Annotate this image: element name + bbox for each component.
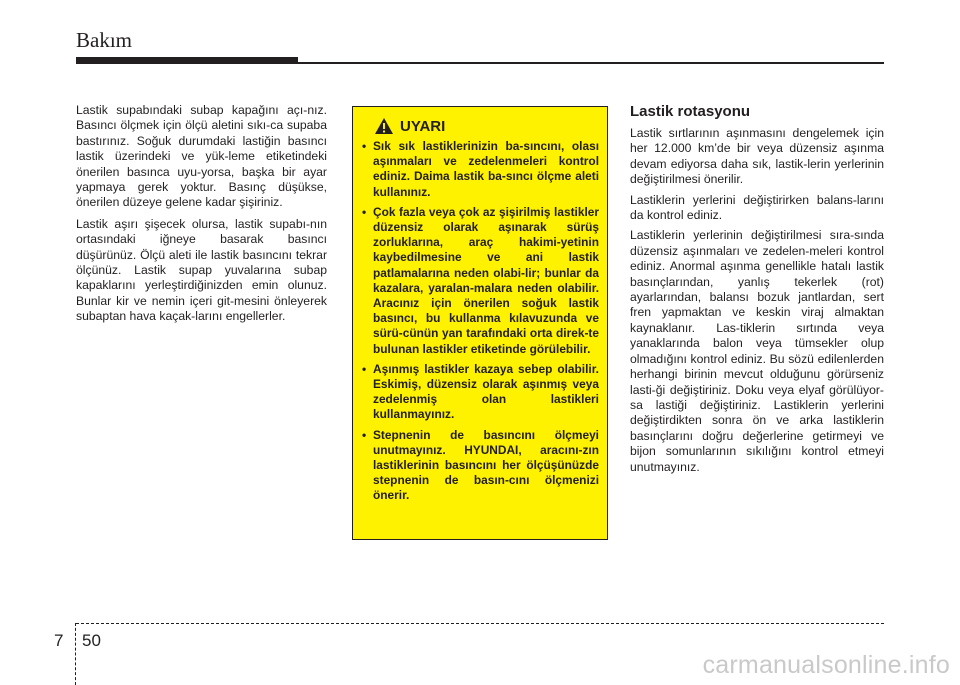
warning-item: • Aşınmış lastikler kazaya sebep olabilir. Eskimiş, düzensiz olarak aşınmış veya zedelenmiş olan lastikleri kullanmayınız. xyxy=(362,362,599,423)
page-number: 50 xyxy=(82,631,101,650)
header-rule-thick xyxy=(76,57,298,64)
left-paragraph: Lastik supabındaki subap kapağını açı-nız. Basıncı ölçmek için ölçü aletini sıkı-ca supaba bastırınız. Soğuk durumdaki lastiğin basıncı lastik üzerindeki ve yük-leme etiketindeki önerilen basınca uyu-yorsa, başka bir ayar yapmaya gerek yoktur. Basınç düşükse, önerilen düzeye gelene kadar şişiriniz. xyxy=(76,103,327,210)
warning-title: UYARI xyxy=(400,117,446,135)
warning-box xyxy=(352,106,608,540)
right-paragraph: Lastik sırtlarının aşınmasını dengelemek için her 12.000 km’de bir veya düzensiz aşınma devam ediyorsa daha sık, lastik-lerin yerlerinin değiştirilmesi önerilir. xyxy=(630,126,884,187)
warning-list xyxy=(362,139,599,504)
right-paragraph: Lastiklerin yerlerinin değiştirilmesi sıra-sında düzensiz aşınmaları ve zedelen-meleri kontrol ediniz. Anormal aşınma genellikle hatalı lastik basınçlarından, yanlış tekerlek (rot) ayarlarından, balansı bozuk jantlardan, sert fren yapmaktan ve keskin viraj almaktan kaynaklanır. Las-tiklerin sırtında veya yanaklarında balon veya tümsekler olup olmadığını kontrol ediniz. Bu sözü edilenlerden herhangi birinin mevcut olduğunu görürseniz lasti-ği değiştiriniz. Doku veya elyaf görülüyor-sa lastiği değiştiriniz. Lastiklerin yerlerini değiştirdikten sonra ön ve arka lastiklerin basınçlarını doğru değerlerine getirmeyi ve bijon somunlarının sıkılığını kontrol etmeyi unutmayınız. xyxy=(630,228,884,474)
footer-rule xyxy=(76,623,884,624)
warning-item: • Sık sık lastiklerinizin ba-sıncını, olası aşınmaları ve zedelenmeleri kontrol ediniz. Daima lastik ba-sıncı ölçme aleti kullanınız. xyxy=(362,139,599,200)
left-paragraph: Lastik aşırı şişecek olursa, lastik supabı-nın ortasındaki iğneye basarak basıncı düşürünüz. Ölçü aleti ile lastik basıncını tekrar ölçünüz. Lastik supap yuvalarına subap kapaklarını yerleştirdiğinizden emin olunuz. Bunlar kir ve nemin içeri git-mesini önleyerek subaptan hava kaçak-larını engellerler. xyxy=(76,216,327,324)
left-column xyxy=(76,103,327,331)
section-title: Bakım xyxy=(76,28,132,52)
tire-rotation-heading: Lastik rotasyonu xyxy=(630,103,751,120)
right-column xyxy=(630,103,884,480)
right-paragraph: Lastiklerin yerlerini değiştirirken balans-larını da kontrol ediniz. xyxy=(630,192,884,223)
footer-vertical-rule xyxy=(75,623,76,685)
watermark: carmanualsonline.info xyxy=(702,651,950,679)
warning-triangle-icon xyxy=(374,117,394,135)
header-rule-thin xyxy=(298,62,884,64)
section-number: 7 xyxy=(54,631,64,650)
warning-item: • Stepnenin de basıncını ölçmeyi unutmayınız. HYUNDAI, aracını-zın lastiklerinin basıncını her ölçüşünüzde stepnenin de basın-cını ölçmenizi önerir. xyxy=(362,428,599,504)
warning-item: • Çok fazla veya çok az şişirilmiş lastikler düzensiz olarak aşınarak sürüş zorluklarına, araç hakimi-yetinin kaybedilmesine ve ani lastik patlamalarına neden olabi-lir; bunlar da kazalara, yaralan-malara neden olabilir. Aracınız için önerilen soğuk lastik basıncı, bu kullanma kılavuzunda ve sürü-cünün yan tarafındaki orta direk-te bulunan lastikler etiketinde görülebilir. xyxy=(362,205,599,357)
warning-header xyxy=(374,117,599,135)
